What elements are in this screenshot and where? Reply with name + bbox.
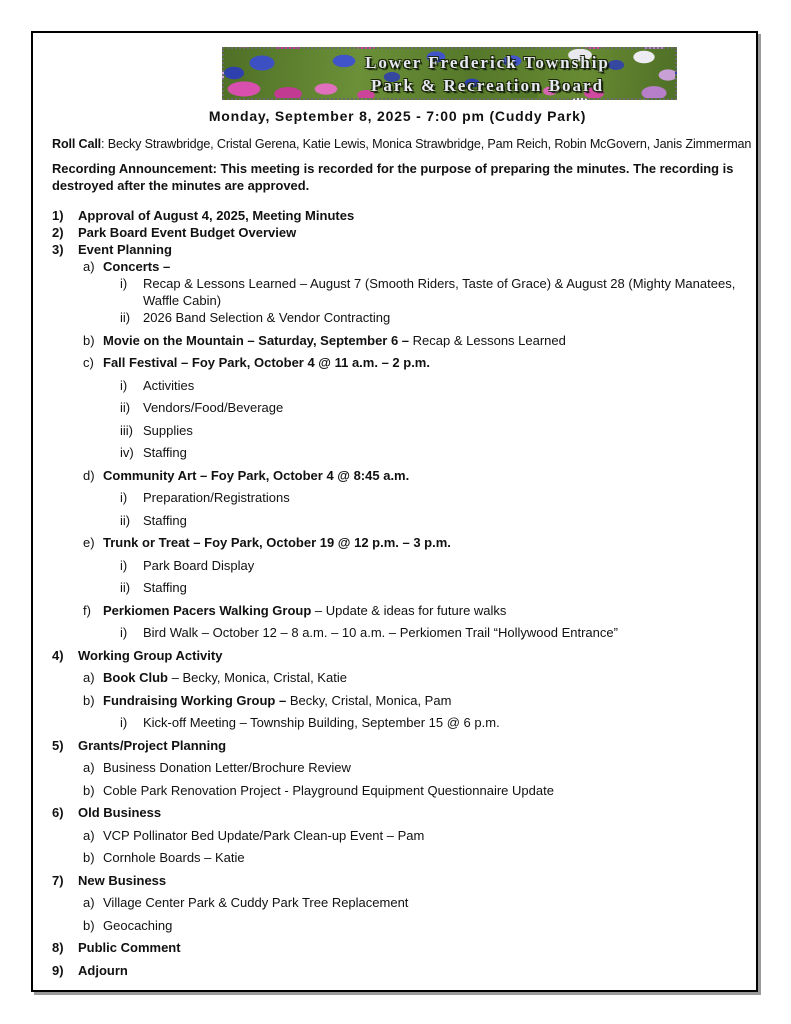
- item-text-rest: Recap & Lessons Learned – August 7 (Smooth Riders, Taste of Grace) & August 28 (Mighty Manatees, Waffle Cabin): [143, 276, 736, 308]
- agenda-item-4: [52, 647, 743, 664]
- item-text: [78, 224, 743, 241]
- item-text-bold: Perkiomen Pacers Walking Group: [103, 602, 312, 618]
- item-text: [78, 962, 743, 979]
- banner-title: [302, 51, 673, 97]
- item-text: [78, 241, 743, 258]
- agenda-item-5: [52, 737, 743, 754]
- agenda-item-3e-i: [120, 557, 743, 574]
- item-marker: i): [120, 557, 128, 573]
- banner-title-line2: Park & Recreation Board: [370, 76, 605, 95]
- item-text-rest: Supplies: [143, 422, 193, 438]
- item-text-rest: Staffing: [143, 512, 187, 528]
- item-marker: d): [83, 467, 95, 483]
- agenda-item-3f: [83, 602, 743, 619]
- agenda-item-3: [52, 241, 743, 258]
- item-text-rest: Becky, Cristal, Monica, Pam: [286, 692, 452, 708]
- agenda-item-3c: [83, 354, 743, 371]
- agenda-item-3c-iv: [120, 444, 743, 461]
- item-text-rest: Cornhole Boards – Katie: [103, 850, 245, 865]
- agenda-item-3d: [83, 467, 743, 484]
- item-marker: b): [83, 850, 95, 865]
- agenda-item-3a-ii: [120, 309, 743, 326]
- item-text-bold: Trunk or Treat – Foy Park, October 19 @ 12 p.m. – 3 p.m.: [103, 535, 451, 550]
- agenda-item-8: [52, 939, 743, 956]
- item-marker: i): [120, 490, 128, 505]
- item-text: [103, 467, 743, 484]
- agenda-item-4b: [83, 692, 743, 709]
- item-marker: 1): [52, 208, 64, 223]
- agenda-item-3a: [83, 258, 743, 275]
- item-marker: 2): [52, 225, 64, 240]
- item-text-rest: VCP Pollinator Bed Update/Park Clean-up Event – Pam: [103, 827, 425, 843]
- item-text-bold: Concerts –: [103, 259, 171, 274]
- item-text: [78, 207, 743, 224]
- item-text: [103, 692, 743, 709]
- agenda-item-3c-i: [120, 377, 743, 394]
- item-text: [143, 489, 743, 506]
- page-border: [31, 31, 758, 992]
- item-text-rest: – Update & ideas for future walks: [311, 602, 507, 618]
- item-text-rest: Bird Walk – October 12 – 8 a.m. – 10 a.m. – Perkiomen Trail “Hollywood Entrance”: [143, 625, 618, 640]
- item-text-rest: Village Center Park & Cuddy Park Tree Replacement: [103, 895, 409, 910]
- item-text: [143, 275, 743, 309]
- item-text: [103, 332, 743, 349]
- item-marker: iv): [120, 445, 134, 460]
- item-text-rest: Geocaching: [103, 917, 173, 933]
- item-text-bold: Event Planning: [78, 242, 172, 257]
- agenda-item-3c-ii: [120, 399, 743, 416]
- item-text: [78, 804, 743, 821]
- item-text: [103, 534, 743, 551]
- item-text: [143, 557, 743, 574]
- item-marker: 3): [52, 242, 64, 257]
- item-text: [103, 782, 743, 799]
- agenda-item-3e: [83, 534, 743, 551]
- item-text: [103, 917, 743, 934]
- item-marker: i): [120, 377, 128, 393]
- item-marker: 6): [52, 805, 64, 820]
- item-text: [78, 647, 743, 664]
- item-marker: a): [83, 895, 95, 910]
- item-text: [143, 624, 743, 641]
- item-text-rest: Vendors/Food/Beverage: [143, 400, 284, 415]
- item-text: [78, 872, 743, 889]
- item-marker: 9): [52, 962, 64, 978]
- item-text: [143, 377, 743, 394]
- item-text-rest: Activities: [143, 377, 195, 393]
- item-marker: b): [83, 917, 95, 933]
- item-text-rest: Recap & Lessons Learned: [409, 332, 566, 348]
- item-marker: a): [83, 760, 95, 775]
- item-text: [78, 939, 743, 956]
- item-marker: ii): [120, 512, 131, 528]
- item-marker: b): [83, 332, 95, 348]
- item-marker: 8): [52, 940, 64, 955]
- agenda-item-2: [52, 224, 743, 241]
- item-text: [103, 894, 743, 911]
- roll-call-names: : Becky Strawbridge, Cristal Gerena, Katie Lewis, Monica Strawbridge, Pam Reich, Robin McGovern, Janis Zimmerman: [101, 137, 752, 151]
- item-text-bold: Book Club: [103, 670, 168, 685]
- item-marker: b): [83, 782, 95, 798]
- item-text-bold: Fall Festival – Foy Park, October 4 @ 11 a.m. – 2 p.m.: [103, 355, 430, 370]
- item-marker: ii): [120, 580, 131, 595]
- item-text: [103, 827, 743, 844]
- agenda-list: [52, 207, 743, 979]
- item-text-bold: Working Group Activity: [78, 647, 223, 663]
- item-text-bold: Park Board Event Budget Overview: [78, 225, 297, 240]
- item-text-rest: Staffing: [143, 445, 187, 460]
- item-text-rest: Staffing: [143, 580, 187, 595]
- item-text-bold: Grants/Project Planning: [78, 737, 227, 753]
- item-text-bold: New Business: [78, 872, 167, 888]
- item-marker: i): [120, 276, 128, 291]
- roll-call-label: Roll Call: [52, 137, 102, 151]
- item-text-rest: – Becky, Monica, Cristal, Katie: [168, 670, 347, 685]
- agenda-item-4a: [83, 669, 743, 686]
- agenda-item-3e-ii: [120, 579, 743, 596]
- item-text-bold: Old Business: [78, 805, 162, 820]
- item-marker: i): [120, 715, 128, 730]
- agenda-item-3b: [83, 332, 743, 349]
- recording-announcement: Recording Announcement: This meeting is recorded for the purpose of preparing the minutes. The recording is destroyed after the minutes are approved.: [52, 161, 734, 193]
- item-text: [143, 422, 743, 439]
- item-text: [103, 258, 743, 275]
- item-text: [143, 512, 743, 529]
- item-marker: a): [83, 259, 95, 274]
- item-text-bold: Fundraising Working Group –: [103, 692, 287, 708]
- document-content: [52, 45, 752, 979]
- agenda-item-7a: [83, 894, 743, 911]
- item-marker: i): [120, 625, 128, 640]
- item-marker: c): [83, 355, 94, 370]
- item-text-rest: Coble Park Renovation Project - Playground Equipment Questionnaire Update: [103, 782, 554, 798]
- item-text-bold: Public Comment: [78, 940, 181, 955]
- item-marker: f): [83, 602, 91, 618]
- item-text-rest: Park Board Display: [143, 557, 255, 573]
- item-text: [78, 737, 743, 754]
- agenda-item-4b-i: [120, 714, 743, 731]
- roll-call-line: [52, 136, 752, 153]
- item-text: [143, 579, 743, 596]
- item-text-rest: 2026 Band Selection & Vendor Contracting: [143, 310, 391, 325]
- item-text: [103, 759, 743, 776]
- agenda-item-9: [52, 962, 743, 979]
- item-text-rest: Preparation/Registrations: [143, 490, 290, 505]
- item-marker: 5): [52, 737, 64, 753]
- item-text: [143, 309, 743, 326]
- agenda-item-3f-i: [120, 624, 743, 641]
- item-text-bold: Community Art – Foy Park, October 4 @ 8:45 a.m.: [103, 467, 410, 483]
- agenda-item-6a: [83, 827, 743, 844]
- item-text: [103, 354, 743, 371]
- item-marker: b): [83, 692, 95, 708]
- item-text: [143, 399, 743, 416]
- agenda-item-6b: [83, 849, 743, 866]
- item-text: [143, 714, 743, 731]
- meeting-datetime: Monday, September 8, 2025 - 7:00 pm (Cuddy Park): [208, 108, 587, 124]
- item-marker: ii): [120, 310, 131, 325]
- item-marker: a): [83, 827, 95, 843]
- item-text: [103, 669, 743, 686]
- agenda-item-7b: [83, 917, 743, 934]
- agenda-item-3d-ii: [120, 512, 743, 529]
- item-marker: e): [83, 535, 95, 550]
- agenda-item-5a: [83, 759, 743, 776]
- agenda-item-1: [52, 207, 743, 224]
- item-text-bold: Approval of August 4, 2025, Meeting Minutes: [78, 208, 355, 223]
- agenda-item-3a-i: [120, 275, 743, 309]
- banner-title-line1: Lower Frederick Township: [365, 53, 610, 72]
- item-marker: 4): [52, 647, 64, 663]
- item-text-rest: Kick-off Meeting – Township Building, September 15 @ 6 p.m.: [143, 715, 500, 730]
- item-text-rest: Business Donation Letter/Brochure Review: [103, 760, 351, 775]
- item-marker: 7): [52, 872, 64, 888]
- agenda-item-6: [52, 804, 743, 821]
- banner-image: [222, 47, 677, 100]
- agenda-item-3c-iii: [120, 422, 743, 439]
- item-text: [103, 602, 743, 619]
- item-marker: ii): [120, 400, 131, 415]
- item-text: [143, 444, 743, 461]
- item-marker: iii): [120, 422, 133, 438]
- agenda-item-3d-i: [120, 489, 743, 506]
- item-text-bold: Movie on the Mountain – Saturday, September 6 –: [103, 332, 410, 348]
- item-marker: a): [83, 670, 95, 685]
- agenda-item-7: [52, 872, 743, 889]
- agenda-item-5b: [83, 782, 743, 799]
- item-text: [103, 849, 743, 866]
- item-text-bold: Adjourn: [78, 962, 128, 978]
